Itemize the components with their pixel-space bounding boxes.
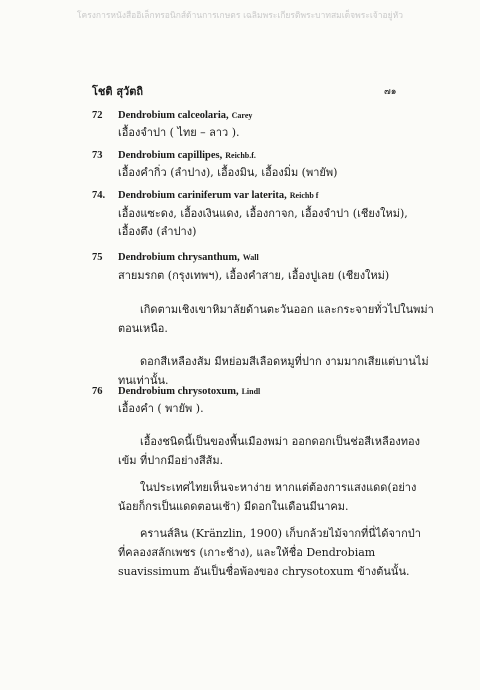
common-names: เอื้องคำ ( พายัพ ). (118, 402, 204, 415)
common-names: เอื้องคำกิ่ว (ลำปาง), เอื้องมิน, เอื้องมิ่ม (พายัพ) (118, 166, 338, 179)
species-name: Dendrobium cariniferum var laterita, Reichb f (118, 190, 319, 201)
species-name: Dendrobium chrysotoxum, Lindl (118, 386, 261, 397)
species-name: Dendrobium calceolaria, Carey (118, 110, 253, 121)
common-names: เอื้องตึง (ลำปาง) (118, 225, 197, 238)
entry-number: 76 (92, 386, 103, 397)
description-paragraph: ดอกสีเหลืองส้ม มีหย่อมสีเลือดหมูที่ปาก งามมากเสียแต่บานไม่ทนเท่านั้น. (118, 355, 429, 387)
common-names: เอื้องจำปา ( ไทย – ลาว ). (118, 126, 240, 139)
common-names: เอื้องแซะดง, เอื้องเงินแดง, เอื้องกาจก, เอื้องจำปา (เชียงใหม่), (118, 207, 408, 220)
species-name: Dendrobium capillipes, Reichb.f. (118, 150, 256, 161)
entry-number: 72 (92, 110, 103, 121)
description-paragraph: ในประเทศไทยเห็นจะหาง่าย หากแต่ต้องการแสงแดด(อย่างน้อยก็กรเป็นแดดตอนเช้า) มีดอกในเดือนมีนาคม. (118, 481, 417, 513)
watermark-text: โครงการหนังสืออิเล็กทรอนิกส์ด้านการเกษตร เฉลิมพระเกียรติพระบาทสมเด็จพระเจ้าอยู่หัว (76, 11, 404, 21)
page-number: ๗๑ (384, 87, 397, 97)
entry-number: 73 (92, 150, 103, 161)
species-name: Dendrobium chrysanthum, Wall (118, 252, 259, 263)
entry-number: 74. (92, 190, 106, 201)
common-names: สายมรกต (กรุงเทพฯ), เอื้องคำสาย, เอื้องปูเลย (เชียงใหม่) (118, 269, 390, 282)
entry-number: 75 (92, 252, 103, 263)
author-header: โชติ สุวัตถิ (92, 85, 144, 98)
description-paragraph: ครานส์ลิน (Kränzlin, 1900) เก็บกล้วยไม้จากที่นี่ได้จากป่าที่คลองสลักเพชร (เกาะช้าง), และให้ชื่อ Dendrobiam suavissimum อันเป็นชื่อพ้องของ chrysotoxum ข้างต้นนั้น. (118, 527, 421, 578)
description-paragraph: เอื้องชนิดนี้เป็นของพื้นเมืองพม่า ออกดอกเป็นช่อสีเหลืองทองเข้ม ที่ปากมีอย่างสีส้ม. (118, 435, 420, 467)
description-paragraph: เกิดตามเชิงเขาหิมาลัยด้านตะวันออก และกระจายทั่วไปในพม่าตอนเหนือ. (118, 303, 434, 335)
